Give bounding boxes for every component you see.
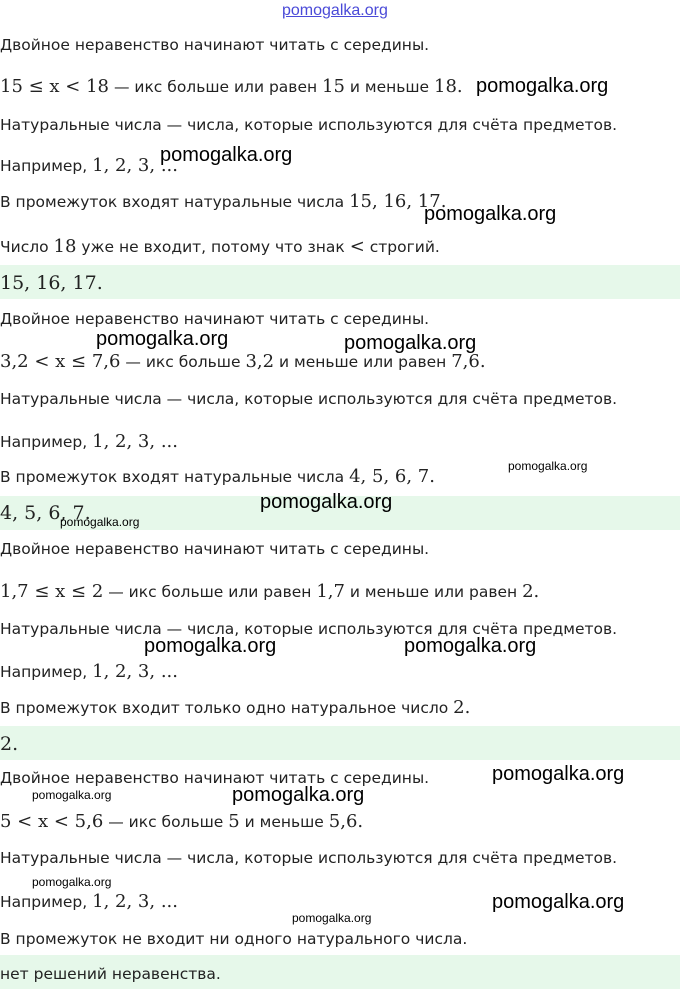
intro-text: Двойное неравенство начинают читать с середины. bbox=[0, 540, 430, 558]
watermark: pomogalka.org bbox=[32, 875, 112, 889]
watermark: pomogalka.org bbox=[404, 635, 537, 657]
reading-text: — икс больше или равен bbox=[109, 78, 323, 96]
inequality-math: 15 ≤ x < 18 bbox=[0, 76, 110, 97]
example-prefix: Например, bbox=[0, 663, 88, 681]
watermark: pomogalka.org bbox=[492, 763, 625, 785]
natural-definition: Натуральные числа — числа, которые используются для счёта предметов. bbox=[0, 390, 618, 408]
reading-value-a: 1,7 bbox=[316, 581, 345, 602]
reading-mid: и меньше или равен bbox=[344, 583, 523, 601]
range-text: В промежуток входит только одно натуральное число bbox=[0, 699, 454, 717]
example-line bbox=[0, 156, 178, 176]
example-math: 1, 2, 3, ... bbox=[92, 431, 178, 452]
reading-text: — икс больше bbox=[103, 813, 229, 831]
reading-value-b: 2. bbox=[522, 581, 540, 602]
example-line bbox=[0, 432, 178, 452]
watermark-top: pomogalka.org bbox=[282, 2, 388, 19]
watermark: pomogalka.org bbox=[60, 515, 140, 529]
answer-text: 4, 5, 6, 7. bbox=[0, 502, 91, 524]
reading-value-b: 7,6. bbox=[451, 351, 486, 372]
example-prefix: Например, bbox=[0, 433, 88, 451]
watermark: pomogalka.org bbox=[424, 203, 557, 225]
intro-text: Двойное неравенство начинают читать с середины. bbox=[0, 310, 430, 328]
range-text: В промежуток входят натуральные числа bbox=[0, 193, 350, 211]
range-text: В промежуток входят натуральные числа bbox=[0, 468, 350, 486]
natural-definition: Натуральные числа — числа, которые используются для счёта предметов. bbox=[0, 620, 618, 638]
inequality-reading bbox=[0, 77, 463, 97]
watermark: pomogalka.org bbox=[160, 144, 293, 166]
watermark: pomogalka.org bbox=[508, 459, 588, 473]
reading-value-a: 15 bbox=[322, 76, 345, 97]
watermark: pomogalka.org bbox=[32, 788, 112, 802]
answer-box bbox=[0, 955, 680, 989]
reading-value-a: 5 bbox=[228, 811, 240, 832]
example-math: 1, 2, 3, ... bbox=[92, 891, 178, 912]
watermark: pomogalka.org bbox=[344, 332, 477, 354]
intro-text: Двойное неравенство начинают читать с середины. bbox=[0, 769, 430, 787]
answer-text: 2. bbox=[0, 733, 19, 755]
answer-box bbox=[0, 265, 680, 299]
natural-definition: Натуральные числа — числа, которые используются для счёта предметов. bbox=[0, 116, 618, 134]
natural-definition: Натуральные числа — числа, которые используются для счёта предметов. bbox=[0, 849, 618, 867]
example-math: 1, 2, 3, ... bbox=[92, 661, 178, 682]
range-text: В промежуток не входит ни одного натурального числа. bbox=[0, 930, 468, 948]
watermark: pomogalka.org bbox=[144, 635, 277, 657]
watermark: pomogalka.org bbox=[292, 911, 372, 925]
range-line bbox=[0, 929, 467, 949]
example-line bbox=[0, 662, 178, 682]
answer-box bbox=[0, 726, 680, 760]
extra-text: уже не входит, потому что знак bbox=[76, 238, 350, 256]
watermark: pomogalka.org bbox=[260, 491, 393, 513]
watermark: pomogalka.org bbox=[232, 784, 365, 806]
reading-mid: и меньше или равен bbox=[274, 353, 452, 371]
extra-text: Число bbox=[0, 238, 54, 256]
range-line bbox=[0, 192, 446, 212]
inequality-reading bbox=[0, 582, 539, 602]
reading-value-b: 5,6. bbox=[328, 811, 364, 832]
reading-value-b: 18. bbox=[434, 76, 463, 97]
reading-text: — икс больше или равен bbox=[103, 583, 317, 601]
extra-note bbox=[0, 237, 440, 257]
example-prefix: Например, bbox=[0, 893, 88, 911]
answer-text: 15, 16, 17. bbox=[0, 272, 103, 294]
example-math: 1, 2, 3, ... bbox=[92, 155, 178, 176]
answer-text: нет решений неравенства. bbox=[0, 965, 221, 983]
range-line bbox=[0, 698, 470, 718]
range-math: 4, 5, 6, 7. bbox=[349, 466, 435, 487]
reading-text: — икс больше bbox=[120, 353, 246, 371]
inequality-math: 5 < x < 5,6 bbox=[0, 811, 104, 832]
reading-mid: и меньше bbox=[239, 813, 329, 831]
range-math: 15, 16, 17. bbox=[349, 191, 447, 212]
extra-math: 18 bbox=[53, 236, 77, 257]
extra-math: < bbox=[349, 236, 365, 257]
inequality-reading bbox=[0, 812, 363, 832]
range-math: 2. bbox=[453, 697, 471, 718]
watermark: pomogalka.org bbox=[96, 328, 229, 350]
inequality-reading bbox=[0, 352, 486, 372]
watermark: pomogalka.org bbox=[492, 891, 625, 913]
watermark: pomogalka.org bbox=[476, 75, 609, 97]
intro-text: Двойное неравенство начинают читать с середины. bbox=[0, 36, 430, 54]
example-prefix: Например, bbox=[0, 157, 88, 175]
extra-text: строгий. bbox=[364, 238, 440, 256]
range-line bbox=[0, 467, 435, 487]
reading-value-a: 3,2 bbox=[245, 351, 275, 372]
reading-mid: и меньше bbox=[344, 78, 435, 96]
inequality-math: 1,7 ≤ x ≤ 2 bbox=[0, 581, 104, 602]
inequality-math: 3,2 < x ≤ 7,6 bbox=[0, 351, 121, 372]
example-line bbox=[0, 892, 178, 912]
